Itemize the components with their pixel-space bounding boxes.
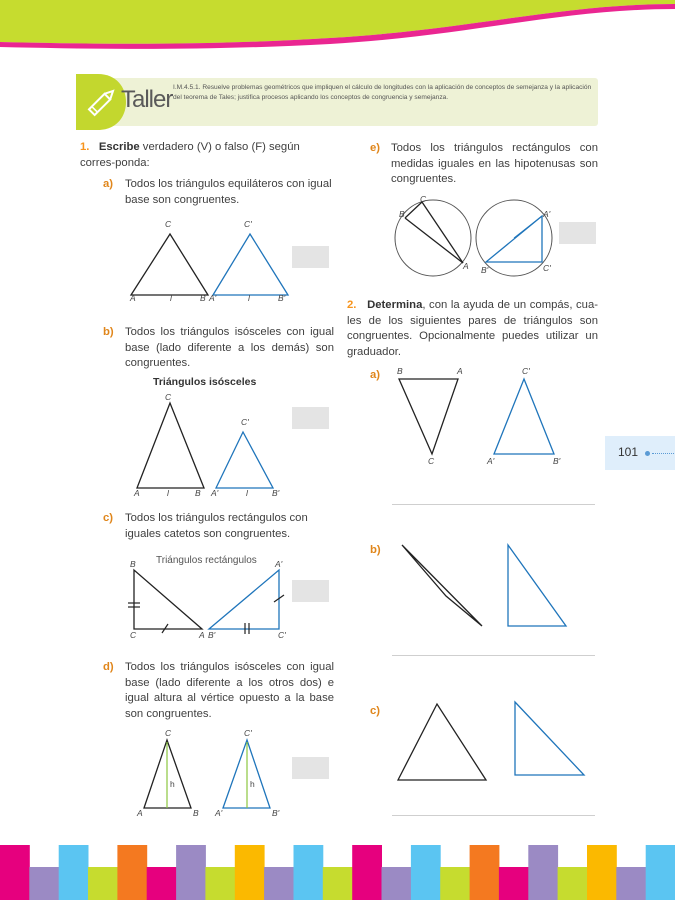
- item-b-text: Todos los triángulos isósceles con igual base (lado diferente a los demás) son congruentes.: [125, 326, 334, 369]
- stripe: [205, 867, 235, 900]
- label-Ap: A': [275, 559, 283, 569]
- item-a-text: Todos los triángulos equiláteros con igual base son congruentes.: [125, 178, 332, 206]
- stripe: [323, 867, 353, 900]
- exercise1-intro: [80, 140, 338, 171]
- figure-2b: [390, 540, 600, 635]
- exercise2-intro: [347, 298, 598, 360]
- label-A: A: [463, 261, 469, 271]
- label-Bp: B': [208, 630, 216, 640]
- stripe: [147, 867, 177, 900]
- answer-box-a[interactable]: [292, 246, 329, 268]
- exercise2-number: 2.: [347, 299, 357, 311]
- item-e-text: Todos los triángulos rectángulos con medidas iguales en las hipotenusas son congruentes.: [391, 142, 598, 185]
- answer-box-b[interactable]: [292, 407, 329, 429]
- figure-1a: [120, 225, 320, 310]
- stripe: [470, 845, 500, 900]
- label-h: h: [170, 779, 175, 789]
- figure-1d: [120, 730, 320, 815]
- stripe: [616, 867, 646, 900]
- label-Cp: C': [522, 366, 530, 376]
- stripe: [528, 845, 558, 900]
- label-B: B: [195, 488, 201, 498]
- label-h: h: [250, 779, 255, 789]
- stripe: [499, 867, 529, 900]
- page-dots-line: [652, 453, 674, 454]
- stripe: [558, 867, 588, 900]
- label-Ap: A': [215, 808, 223, 818]
- stripe: [29, 867, 59, 900]
- label-C: C: [165, 392, 172, 402]
- stripe: [0, 845, 30, 900]
- answer-box-d[interactable]: [292, 757, 329, 779]
- label-l: l: [248, 293, 250, 303]
- item-2a-letter: a): [370, 369, 381, 381]
- item-c-letter: c): [103, 512, 114, 524]
- stripe: [440, 867, 470, 900]
- top-banner: [0, 0, 675, 60]
- label-A: A: [137, 808, 143, 818]
- label-B: B: [130, 559, 136, 569]
- label-A: A: [457, 366, 463, 376]
- exercise1-verb: Escribe: [98, 141, 140, 153]
- item-c-text: Todos los triángulos rectángulos con iguales catetos son congruentes.: [125, 512, 308, 540]
- label-B: B: [200, 293, 206, 303]
- item-e-letter: e): [370, 142, 381, 154]
- label-Ap: A': [543, 209, 551, 219]
- item-d-letter: d): [103, 661, 114, 673]
- label-Cp: C': [244, 728, 252, 738]
- label-Cp: C': [543, 263, 551, 273]
- label-A: A: [130, 293, 136, 303]
- answer-box-c[interactable]: [292, 580, 329, 602]
- label-C: C: [165, 219, 172, 229]
- label-C: C: [130, 630, 137, 640]
- caption-right-triangles: Triángulos rectángulos: [156, 555, 257, 566]
- label-Bp: B': [278, 293, 286, 303]
- label-Cp: C': [278, 630, 286, 640]
- answer-line-2b[interactable]: [392, 655, 595, 656]
- exercise2-verb: Determina: [367, 299, 423, 311]
- label-C: C: [420, 194, 427, 204]
- answer-line-2c[interactable]: [392, 815, 595, 816]
- label-Bp: B': [272, 488, 280, 498]
- label-l: l: [246, 488, 248, 498]
- item-d-text: Todos los triángulos isósceles con igual base (lado diferente a los otros dos) e igual altura al vértice opuesto a la base son congruentes.: [125, 661, 334, 720]
- taller-title: Taller: [121, 86, 173, 113]
- figure-2c: [390, 698, 600, 788]
- stripe: [294, 845, 324, 900]
- label-C: C: [428, 456, 435, 466]
- stripe: [587, 845, 617, 900]
- figure-1c: [120, 560, 320, 640]
- pencil-icon: [76, 74, 126, 130]
- label-A: A: [199, 630, 205, 640]
- stripe: [382, 867, 412, 900]
- stripe: [352, 845, 382, 900]
- label-Cp: C': [244, 219, 252, 229]
- stripe: [264, 867, 294, 900]
- answer-box-e[interactable]: [559, 222, 596, 244]
- label-Ap: A': [209, 293, 217, 303]
- label-Bp: B': [481, 265, 489, 275]
- label-Bp: B': [272, 808, 280, 818]
- stripe: [117, 845, 147, 900]
- label-B: B: [193, 808, 199, 818]
- item-2c-letter: c): [370, 705, 381, 717]
- caption-isosceles: Triángulos isósceles: [153, 376, 257, 388]
- bottom-stripes: [0, 845, 675, 900]
- stripe: [88, 867, 118, 900]
- page-number: 101: [618, 445, 639, 459]
- stripe: [235, 845, 265, 900]
- label-Ap: A': [487, 456, 495, 466]
- stripe: [176, 845, 206, 900]
- indicator-text: I.M.4.5.1. Resuelve problemas geométricos que impliquen el cálculo de longitudes con la aplicación de conceptos de semejanza y la aplicación del teorema de Tales; justifica procesos aplicando los conceptos de congruencia y semejanza.: [173, 84, 592, 101]
- label-B: B: [399, 209, 405, 219]
- label-C: C: [165, 728, 172, 738]
- page-dot: [645, 451, 650, 456]
- label-Cp: C': [241, 417, 249, 427]
- item-b-letter: b): [103, 326, 114, 338]
- exercise1-number: 1.: [80, 141, 90, 153]
- exercise1-rest: verdadero (V) o falso (F) según corres-ponda:: [80, 141, 300, 169]
- exercise2-rest: , con la ayuda de un compás, cua-les de los siguientes pares de triángulos son congruentes. Opcionalmente puedes utilizar un graduador.: [347, 299, 598, 358]
- label-B: B: [397, 366, 403, 376]
- figure-1b: [120, 395, 320, 495]
- label-l: l: [167, 488, 169, 498]
- stripe: [59, 845, 89, 900]
- label-Bp: B': [553, 456, 561, 466]
- label-Ap: A': [211, 488, 219, 498]
- item-2b-letter: b): [370, 544, 381, 556]
- label-A: A: [134, 488, 140, 498]
- stripe: [646, 845, 675, 900]
- answer-line-2a[interactable]: [392, 504, 595, 505]
- stripe: [411, 845, 441, 900]
- figure-2a: [390, 368, 590, 468]
- item-a-letter: a): [103, 178, 114, 190]
- label-l: l: [170, 293, 172, 303]
